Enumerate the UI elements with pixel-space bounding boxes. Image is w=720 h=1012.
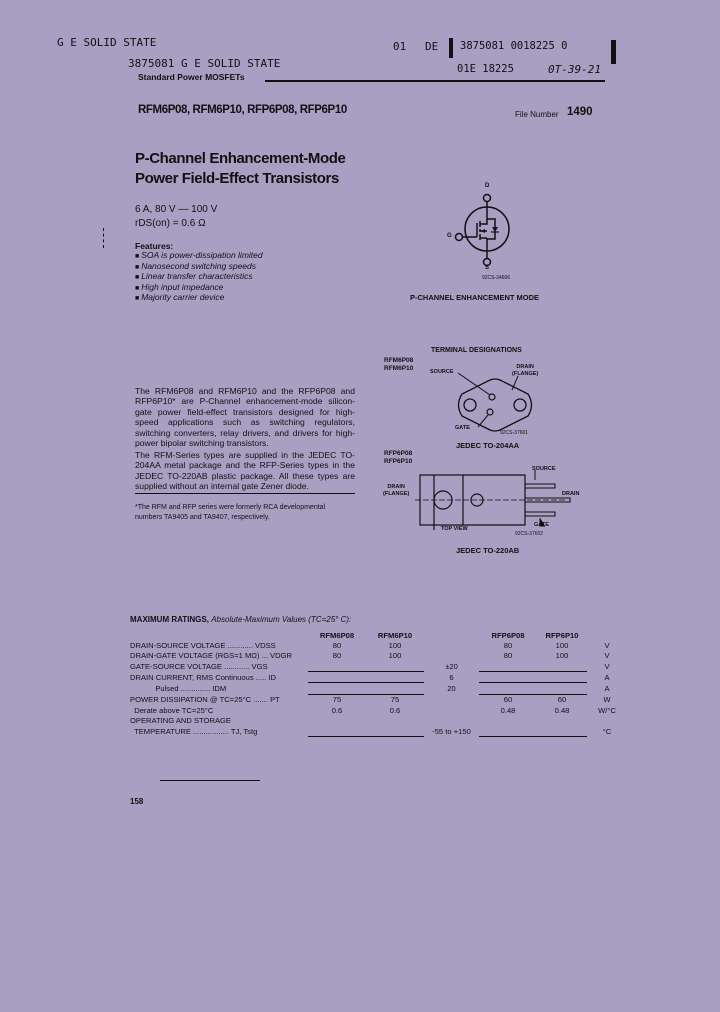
rfm-part: RFM6P08 — [384, 357, 414, 364]
table-row — [130, 694, 627, 705]
rating-value: A — [604, 672, 610, 682]
rating-value: V — [604, 640, 610, 650]
column-header: RFM6P10 — [377, 630, 413, 640]
feature-item: ■ Linear transfer characteristics — [135, 272, 263, 283]
symbol-label-s: S — [485, 265, 490, 271]
file-number: 1490 — [567, 106, 593, 118]
rating-value: 0.6 — [331, 705, 343, 715]
table-row — [130, 715, 627, 725]
rating-value: 100 — [555, 640, 569, 650]
table-row — [130, 683, 627, 694]
rating-value: 6 — [449, 672, 454, 682]
rating-value — [424, 694, 479, 705]
rating-value — [424, 640, 479, 650]
rating-value — [424, 705, 479, 715]
rating-value — [366, 661, 424, 672]
rating-value: A — [604, 684, 610, 694]
symbol-label-d: D — [485, 183, 490, 189]
rating-label: TEMPERATURE ................. TJ, Tstg — [130, 726, 258, 736]
symbol-label-g: G — [447, 233, 452, 239]
rating-value: 60 — [503, 695, 513, 705]
rating-value: W — [603, 695, 611, 705]
rating-value: 100 — [388, 640, 402, 650]
feature-item: ■ Nanosecond switching speeds — [135, 262, 263, 273]
rating-value — [479, 726, 537, 737]
spec-rds-on: rDS(on) = 0.6 Ω — [135, 218, 206, 229]
code-01: 01 — [393, 40, 407, 53]
rating-value — [308, 661, 366, 672]
title-line-1: P-Channel Enhancement-Mode — [135, 150, 346, 167]
drain-label: DRAIN — [516, 364, 534, 370]
footer-rule — [160, 780, 260, 781]
rating-value — [308, 672, 366, 683]
package-name-1: JEDEC TO-204AA — [456, 441, 520, 450]
rating-value: 80 — [503, 640, 513, 650]
label-source: SOURCE — [430, 369, 454, 375]
rating-value — [479, 715, 537, 725]
rfm-part-list — [384, 357, 413, 373]
rating-value: V — [604, 661, 610, 671]
package-name-2: JEDEC TO-220AB — [456, 546, 520, 555]
rating-label: Derate above TC=25°C — [130, 705, 214, 715]
part-numbers: RFM6P08, RFM6P10, RFP6P08, RFP6P10 — [138, 104, 347, 116]
features-list — [135, 251, 263, 304]
rating-label: DRAIN CURRENT, RMS Continuous ..... ID — [130, 672, 277, 682]
label-gate: GATE — [455, 425, 470, 431]
rating-value: 0.6 — [389, 705, 401, 715]
rating-value: °C — [602, 726, 612, 736]
rating-value — [587, 715, 627, 725]
spec-current-voltage: 6 A, 80 V — 100 V — [135, 204, 218, 215]
ratings-title: MAXIMUM RATINGS, — [130, 615, 209, 624]
rating-value: V — [604, 651, 610, 661]
max-ratings-table — [130, 630, 627, 737]
table-row — [130, 672, 627, 683]
flange-label: (FLANGE) — [512, 370, 539, 377]
file-number-label: File Number — [515, 110, 559, 119]
column-header: RFP6P08 — [491, 630, 525, 640]
rating-label: DRAIN-SOURCE VOLTAGE ............ VDSS — [130, 640, 276, 650]
package-code-1: 92CS-37601 — [500, 430, 529, 436]
rating-label: OPERATING AND STORAGE — [130, 716, 231, 726]
header-rule — [265, 80, 605, 82]
code-numbers: 3875081 0018225 0 — [460, 40, 568, 52]
symbol-caption: P-CHANNEL ENHANCEMENT MODE — [410, 293, 540, 302]
rating-value: 60 — [557, 695, 567, 705]
rating-value — [537, 726, 587, 737]
label-drain-flange — [512, 364, 538, 377]
rating-value — [479, 661, 537, 672]
rating-value: W/°C — [598, 705, 616, 715]
rating-value — [537, 672, 587, 683]
rating-value: ±20 — [445, 661, 458, 671]
label-drain-flange-220 — [383, 484, 409, 497]
rating-value: -55 to +150 — [432, 726, 471, 736]
rating-value — [366, 715, 424, 725]
table-header-row — [130, 630, 627, 640]
footnote-rule — [135, 493, 355, 494]
rating-value — [537, 661, 587, 672]
stamp-line-1: G E SOLID STATE — [57, 36, 157, 49]
description-paragraph-1: The RFM6P08 and RFM6P10 and the RFP6P08 and RFP6P10* are P-Channel enhancement-mode silicon-gate power field-effect transistors designed for high-speed applications such as switching regulators, switching converters, relay drivers, and drivers for high-power bipolar switching transistors. — [135, 386, 355, 449]
rating-value — [479, 672, 537, 683]
terminal-heading: TERMINAL DESIGNATIONS — [431, 347, 522, 354]
rating-value: 75 — [332, 695, 342, 705]
features-heading: Features: — [135, 241, 174, 251]
stamp-bar-right — [611, 40, 616, 64]
handwritten-note: 0T-39-21 — [548, 63, 601, 76]
rating-label: GATE-SOURCE VOLTAGE ............ VGS — [130, 661, 268, 671]
table-row — [130, 661, 627, 672]
rating-value: 80 — [503, 651, 513, 661]
rating-label: Pulsed .............. IDM — [130, 684, 227, 694]
rating-label: DRAIN-GATE VOLTAGE (RGS=1 MΩ) ... VDGR — [130, 651, 292, 661]
rating-value — [537, 683, 587, 694]
code-de: DE — [425, 40, 439, 53]
rating-value — [366, 726, 424, 737]
feature-item: ■ High input impedance — [135, 283, 263, 294]
label-top-view: TOP VIEW — [441, 526, 468, 532]
rating-value — [366, 683, 424, 694]
label-source-220: SOURCE — [532, 466, 556, 472]
rfp-part: RFP6P08 — [384, 450, 413, 457]
code-line-2: 01E 18225 — [457, 63, 514, 75]
footnote: *The RFM and RFP series were formerly RCA developmental numbers TA9405 and TA9407, respectively. — [135, 504, 326, 521]
label-gate-220: GATE — [534, 522, 549, 528]
description-paragraph-2: The RFM-Series types are supplied in the JEDEC TO-204AA metal package and the RFP-Series types in the JEDEC TO-220AB plastic package. All these types are supplied without an internal gate Zener diode. — [135, 450, 355, 492]
rating-value — [424, 651, 479, 661]
rating-value: 100 — [555, 651, 569, 661]
stamp-bar — [449, 38, 453, 58]
rfp-part: RFP6P10 — [384, 458, 413, 465]
rating-value — [479, 683, 537, 694]
rating-label: POWER DISSIPATION @ TC=25°C ....... PT — [130, 695, 280, 705]
rating-value: 80 — [332, 640, 342, 650]
table-row — [130, 705, 627, 715]
rating-value: 75 — [390, 695, 400, 705]
table-row — [130, 640, 627, 650]
rating-value — [424, 715, 479, 725]
stamp-line-2: 3875081 G E SOLID STATE — [128, 57, 281, 70]
column-header: RFM6P08 — [319, 630, 355, 640]
rfp-part-list — [384, 450, 412, 466]
rating-value — [537, 715, 587, 725]
section-title: Standard Power MOSFETs — [138, 72, 245, 82]
rating-value — [308, 726, 366, 737]
ratings-subtitle: Absolute-Maximum Values (TC=25° C): — [211, 615, 352, 624]
title-line-2: Power Field-Effect Transistors — [135, 170, 339, 187]
label-drain-220: DRAIN — [562, 491, 580, 497]
feature-item: ■ SOA is power-dissipation limited — [135, 251, 263, 262]
feature-item: ■ Majority carrier device — [135, 293, 263, 304]
rating-value — [366, 672, 424, 683]
rating-value: 100 — [388, 651, 402, 661]
drain-label: DRAIN — [387, 484, 405, 490]
rating-value: 0.48 — [554, 705, 570, 715]
package-code-2: 92CS-37602 — [515, 531, 544, 537]
margin-mark — [103, 228, 105, 248]
column-header: RFP6P10 — [545, 630, 579, 640]
rfm-part: RFM6P10 — [384, 365, 414, 372]
rating-value — [308, 715, 366, 725]
ratings-heading — [130, 615, 351, 624]
rating-value: 0.48 — [500, 705, 516, 715]
page-number: 158 — [130, 797, 144, 806]
symbol-code: 92CS-34606 — [482, 275, 511, 281]
table-row — [130, 726, 627, 737]
flange-label: (FLANGE) — [383, 490, 410, 497]
rating-value: 80 — [332, 651, 342, 661]
table-row — [130, 651, 627, 661]
rating-value: 20 — [447, 684, 456, 694]
rating-value — [308, 683, 366, 694]
